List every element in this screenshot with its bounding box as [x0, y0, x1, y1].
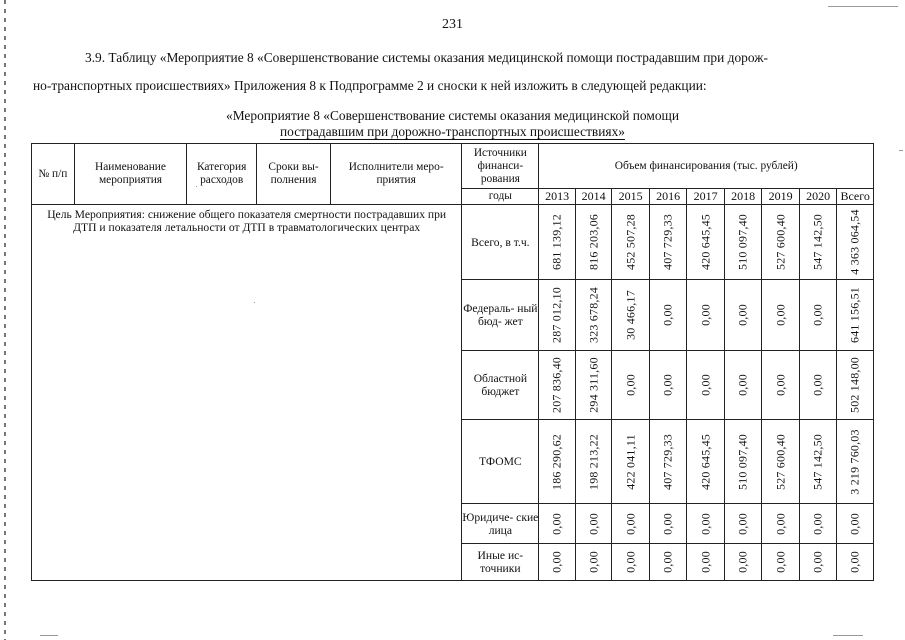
value-text: 0,00: [660, 551, 675, 573]
value-text: 0,00: [773, 551, 788, 573]
goal-cell: Цель Мероприятия: снижение общего показателя смертности пострадавших при ДТП и показателя летальности от ДТП в травматологических центрах: [32, 205, 462, 581]
value-cell: [837, 420, 874, 504]
value-cell: [575, 351, 611, 420]
value-cell: [649, 280, 687, 351]
table-title-line-1: «Мероприятие 8 «Совершенствование системы оказания медицинской помощи: [226, 108, 679, 123]
value-text: 0,00: [773, 304, 788, 326]
intro-paragraph: [33, 44, 863, 100]
value-cell: [762, 351, 800, 420]
header-category: Категория расходов: [187, 144, 257, 205]
scan-artifact-bottom-left: [40, 635, 58, 636]
value-cell: [724, 280, 762, 351]
value-text: 527 600,40: [773, 214, 788, 270]
value-text: 0,00: [623, 512, 638, 535]
value-cell: [575, 504, 611, 544]
header-volume: Объем финансирования (тыс. рублей): [539, 144, 874, 189]
value-text: 420 645,45: [698, 433, 713, 490]
value-text: 816 203,06: [586, 214, 601, 270]
value-cell: [687, 205, 725, 280]
value-cell: [799, 280, 837, 351]
value-cell: [612, 351, 650, 420]
value-cell: [539, 205, 575, 280]
year-header: 2020: [799, 189, 837, 205]
value-cell: [837, 544, 874, 581]
value-text: 547 142,50: [810, 433, 825, 490]
value-cell: [649, 205, 687, 280]
value-cell: [837, 280, 874, 351]
value-text: 510 097,40: [735, 433, 750, 490]
value-cell: [837, 504, 874, 544]
value-text: 0,00: [660, 512, 675, 535]
value-text: 0,00: [847, 512, 862, 535]
value-cell: [799, 504, 837, 544]
value-cell: [687, 351, 725, 420]
value-text: 0,00: [735, 374, 750, 396]
value-text: 207 836,40: [549, 357, 564, 413]
value-cell: [724, 420, 762, 504]
year-header: 2019: [762, 189, 800, 205]
header-sources: Источники финанси- рования: [462, 144, 539, 189]
value-text: 30 466,17: [623, 290, 638, 340]
value-text: 0,00: [586, 551, 601, 573]
source-cell: Федераль- ный бюд- жет: [462, 280, 539, 351]
value-text: 681 139,12: [549, 214, 564, 270]
source-cell: Всего, в т.ч.: [462, 205, 539, 280]
value-cell: [649, 351, 687, 420]
value-text: 0,00: [810, 512, 825, 535]
source-cell: Областной бюджет: [462, 351, 539, 420]
value-text: 452 507,28: [623, 214, 638, 270]
value-cell: [799, 420, 837, 504]
value-cell: [539, 351, 575, 420]
value-cell: [612, 205, 650, 280]
header-terms: Сроки вы- полнения: [257, 144, 331, 205]
table-row: [32, 205, 874, 280]
value-text: 0,00: [623, 374, 638, 396]
value-cell: [612, 504, 650, 544]
value-cell: [799, 205, 837, 280]
value-text: 0,00: [549, 512, 564, 535]
value-text: 407 729,33: [660, 433, 675, 490]
value-text: 0,00: [698, 374, 713, 396]
scan-artifact-bottom-right: [833, 635, 863, 636]
value-text: 323 678,24: [586, 287, 601, 343]
value-cell: [724, 351, 762, 420]
year-header: 2016: [649, 189, 687, 205]
value-text: 407 729,33: [660, 214, 675, 270]
value-text: 502 148,00: [847, 357, 862, 413]
scan-artifact-top: [828, 6, 898, 7]
year-header: 2014: [575, 189, 611, 205]
value-text: 287 012,10: [549, 287, 564, 343]
year-header: 2018: [724, 189, 762, 205]
value-cell: [612, 544, 650, 581]
source-cell: Юридиче- ские лица: [462, 504, 539, 544]
scan-artifact-side: [899, 150, 903, 151]
value-text: 0,00: [810, 304, 825, 326]
value-text: 641 156,51: [847, 287, 862, 343]
value-text: 0,00: [735, 551, 750, 573]
value-cell: [575, 205, 611, 280]
value-text: 0,00: [586, 512, 601, 535]
value-cell: [762, 420, 800, 504]
value-text: 0,00: [847, 551, 862, 573]
value-cell: [612, 420, 650, 504]
value-text: 0,00: [660, 374, 675, 396]
value-text: 0,00: [735, 512, 750, 535]
intro-line-2: но-транспортных происшествиях» Приложения 8 к Подпрограмме 2 и сноски к ней изложить в следующей редакции:: [33, 78, 707, 93]
value-cell: [575, 544, 611, 581]
value-cell: [687, 420, 725, 504]
value-text: 0,00: [698, 551, 713, 573]
page-number: 231: [442, 17, 463, 32]
value-cell: [539, 280, 575, 351]
value-cell: [649, 504, 687, 544]
value-text: 0,00: [735, 304, 750, 326]
value-cell: [687, 280, 725, 351]
source-cell: Иные ис- точники: [462, 544, 539, 581]
value-cell: [612, 280, 650, 351]
table-title-line-2: пострадавшим при дорожно-транспортных происшествиях»: [280, 124, 625, 139]
value-text: 0,00: [773, 374, 788, 396]
scan-margin-marks: [4, 0, 6, 640]
value-cell: [837, 205, 874, 280]
value-cell: [575, 280, 611, 351]
year-header: 2017: [687, 189, 725, 205]
value-cell: [649, 420, 687, 504]
value-cell: [799, 544, 837, 581]
header-name: Наименование мероприятия: [74, 144, 187, 205]
value-cell: [799, 351, 837, 420]
value-cell: [539, 504, 575, 544]
value-text: 3 219 760,03: [847, 428, 862, 495]
value-text: 198 213,22: [586, 433, 601, 490]
value-text: 0,00: [698, 512, 713, 535]
year-header: Всего: [837, 189, 874, 205]
value-cell: [539, 420, 575, 504]
value-cell: [539, 544, 575, 581]
source-cell: ТФОМС: [462, 420, 539, 504]
year-header: 2013: [539, 189, 575, 205]
value-text: 0,00: [660, 304, 675, 326]
value-cell: [762, 504, 800, 544]
years-label: годы: [462, 189, 539, 205]
financing-table: [31, 143, 874, 581]
value-text: 186 290,62: [549, 433, 564, 490]
value-text: 0,00: [810, 374, 825, 396]
intro-line-1: 3.9. Таблицу «Мероприятие 8 «Совершенствование системы оказания медицинской помощи пострадавшим при дорож-: [85, 50, 768, 65]
header-executors: Исполнители меро- приятия: [331, 144, 462, 205]
value-text: 527 600,40: [773, 433, 788, 490]
value-cell: [724, 544, 762, 581]
value-text: 547 142,50: [810, 214, 825, 270]
value-cell: [762, 280, 800, 351]
value-text: 0,00: [810, 551, 825, 573]
value-cell: [649, 544, 687, 581]
value-text: 0,00: [698, 304, 713, 326]
value-cell: [837, 351, 874, 420]
value-text: 294 311,60: [586, 357, 601, 413]
value-text: 0,00: [549, 551, 564, 573]
value-text: 4 363 064,54: [847, 209, 862, 275]
value-text: 420 645,45: [698, 214, 713, 270]
value-cell: [575, 420, 611, 504]
value-text: 0,00: [623, 551, 638, 573]
header-row: [32, 144, 874, 189]
value-text: 422 041,11: [623, 433, 638, 490]
value-cell: [762, 205, 800, 280]
header-num: № п/п: [32, 144, 75, 205]
value-cell: [687, 544, 725, 581]
value-cell: [762, 544, 800, 581]
value-text: 0,00: [773, 512, 788, 535]
year-header: 2015: [612, 189, 650, 205]
value-cell: [724, 504, 762, 544]
value-cell: [687, 504, 725, 544]
value-cell: [724, 205, 762, 280]
value-text: 510 097,40: [735, 214, 750, 270]
